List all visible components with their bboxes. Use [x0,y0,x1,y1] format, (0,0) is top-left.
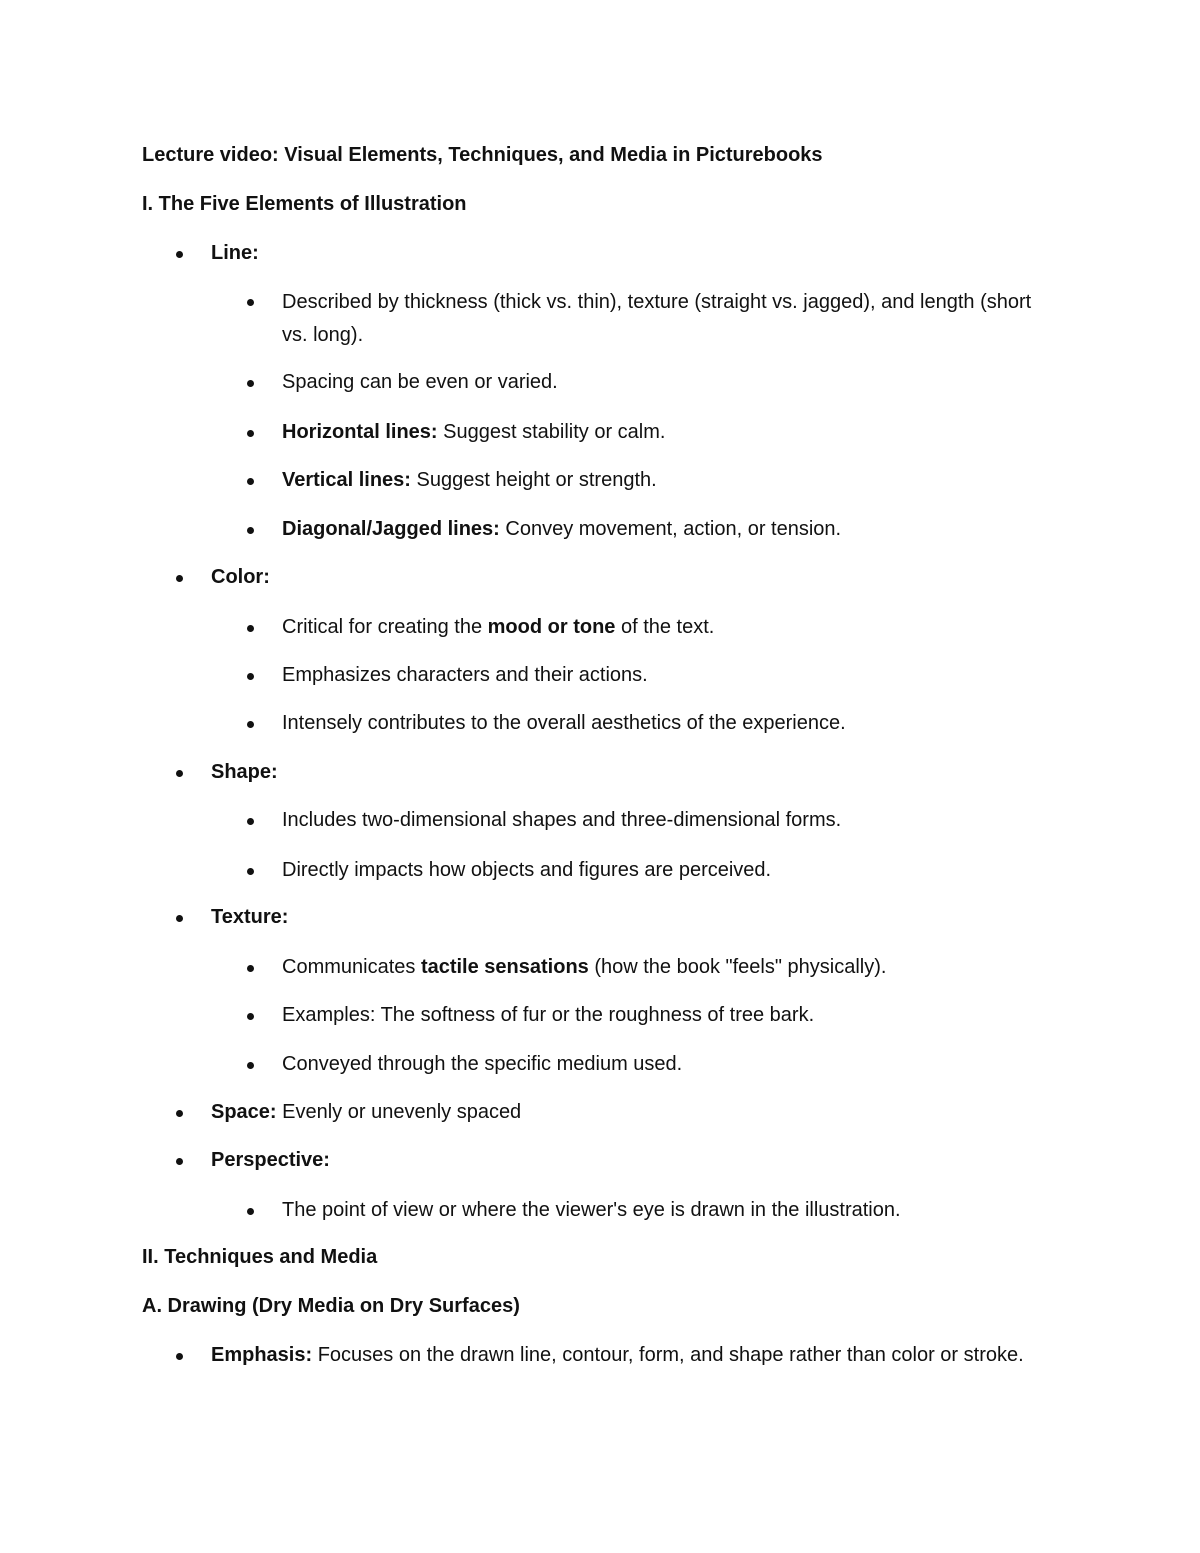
bullet-marker [247,625,254,632]
bullet-marker [176,1158,183,1165]
term-mood-or-tone: mood or tone [487,616,616,638]
bullet-marker [247,380,254,387]
desc-diagonal-lines: Convey movement, action, or tension. [499,518,842,540]
element-label-shape: Shape: [211,761,278,783]
list-item-texture-medium: Conveyed through the specific medium used. [282,1053,683,1075]
desc-space: Evenly or unevenly spaced [276,1101,522,1123]
list-item-perspective-pov: The point of view or where the viewer's eye is drawn in the illustration. [282,1199,901,1221]
bullet-marker [247,965,254,972]
term-tactile-sensations: tactile sensations [420,956,589,978]
bullet-marker [247,868,254,875]
text-segment: Communicates [282,956,421,978]
list-item-line-spacing: Spacing can be even or varied. [282,371,558,393]
bullet-marker [247,1013,254,1020]
bullet-marker [247,299,254,306]
element-label-space [211,1096,1051,1129]
list-item-color-aesthetics: Intensely contributes to the overall aesthetics of the experience. [282,712,846,734]
element-label-perspective: Perspective: [211,1149,330,1171]
bullet-marker [176,1110,183,1117]
term-horizontal-lines: Horizontal lines: [282,421,438,443]
list-item-texture-examples: Examples: The softness of fur or the roughness of tree bark. [282,1004,815,1026]
list-item-horizontal-lines [282,416,1052,449]
desc-horizontal-lines: Suggest stability or calm. [437,421,666,443]
bullet-marker [176,915,183,922]
element-label-color: Color: [211,566,270,588]
bullet-marker [247,430,254,437]
text-segment: (how the book "feels" physically). [588,956,887,978]
bullet-marker [247,1062,254,1069]
element-label-line: Line: [211,242,259,264]
section-heading-five-elements: I. The Five Elements of Illustration [142,193,467,215]
list-item-color-emphasis: Emphasizes characters and their actions. [282,664,648,686]
bullet-marker [176,770,183,777]
subsection-heading-drawing: A. Drawing (Dry Media on Dry Surfaces) [142,1295,520,1317]
bullet-marker [176,251,183,258]
desc-emphasis: Focuses on the drawn line, contour, form, and shape rather than color or stroke. [312,1344,1024,1366]
list-item-color-mood [282,611,1052,644]
bullet-marker [176,575,183,582]
list-item-shape-perception: Directly impacts how objects and figures are perceived. [282,859,772,881]
term-emphasis: Emphasis: [211,1344,313,1366]
bullet-marker [247,818,254,825]
list-item-vertical-lines [282,464,1052,497]
list-item-drawing-emphasis [211,1339,1051,1372]
bullet-marker [247,1208,254,1215]
document-title: Lecture video: Visual Elements, Techniques, and Media in Picturebooks [142,144,823,166]
list-item-diagonal-lines [282,513,1052,546]
list-item-texture-tactile [282,951,1052,984]
bullet-marker [247,527,254,534]
bullet-marker [247,721,254,728]
bullet-marker [247,478,254,485]
list-item-line-thickness: Described by thickness (thick vs. thin), texture (straight vs. jagged), and length (short vs. long). [282,291,1032,346]
bullet-marker [176,1353,183,1360]
term-vertical-lines: Vertical lines: [282,469,411,491]
text-segment: of the text. [615,616,715,638]
text-segment: Critical for creating the [282,616,488,638]
list-item-shape-forms: Includes two-dimensional shapes and three-dimensional forms. [282,809,842,831]
section-heading-techniques-media: II. Techniques and Media [142,1246,378,1268]
term-space: Space: [211,1101,277,1123]
bullet-marker [247,673,254,680]
desc-vertical-lines: Suggest height or strength. [410,469,657,491]
term-diagonal-lines: Diagonal/Jagged lines: [282,518,500,540]
element-label-texture: Texture: [211,906,289,928]
